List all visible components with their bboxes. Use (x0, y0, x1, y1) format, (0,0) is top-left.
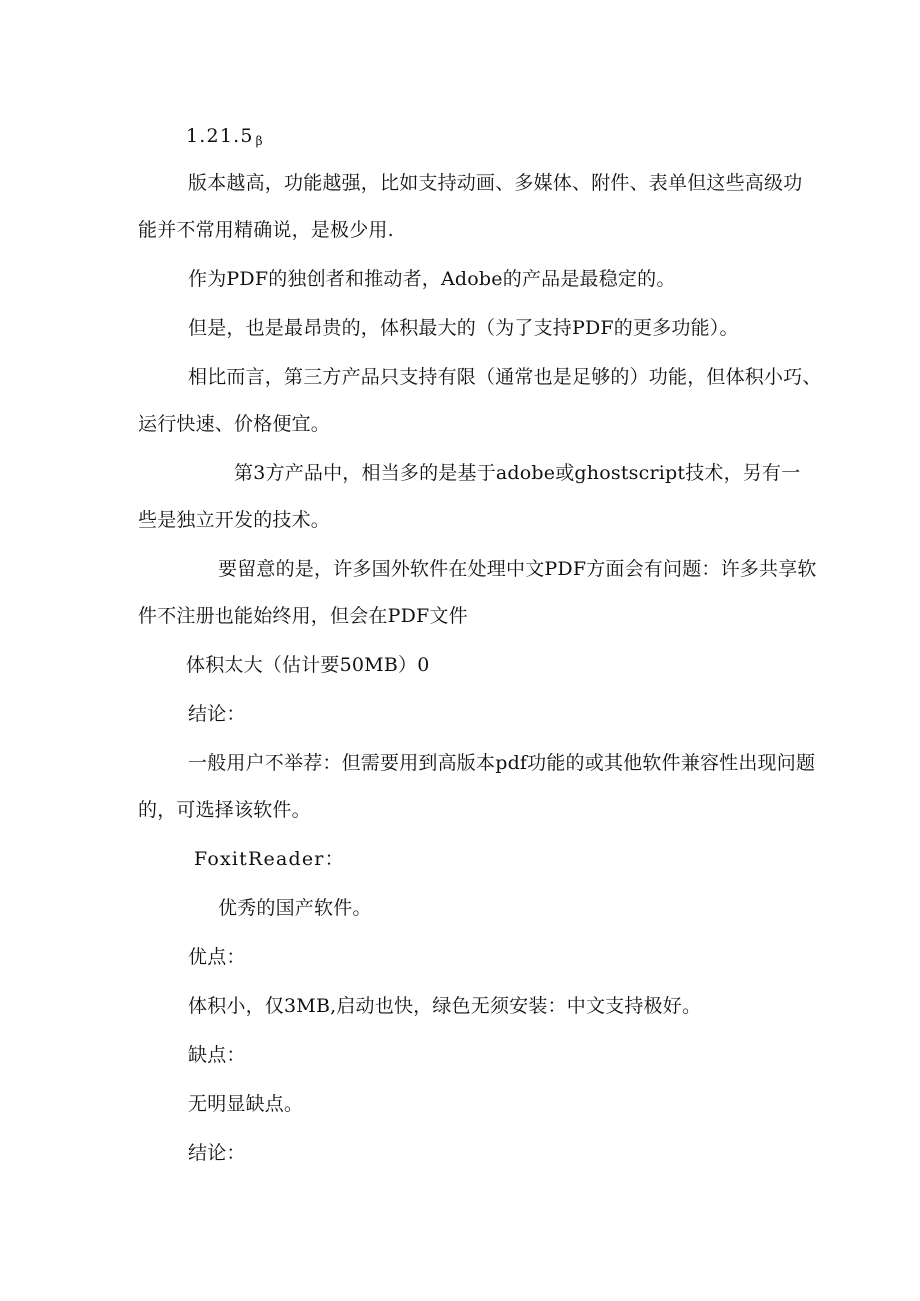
paragraph-1-line-1: 版本越高，功能越强，比如支持动画、多媒体、附件、表单但这些高级功 (188, 172, 803, 194)
paragraph-8-line-2: 的，可选择该软件。 (138, 799, 311, 821)
paragraph-3: 但是，也是最昂贵的，体积最大的（为了支持PDF的更多功能）。 (188, 317, 739, 339)
paragraph-7: 体积太大（估计要50MB）0 (186, 654, 430, 676)
conclusion-label-1: 结论： (188, 703, 246, 725)
paragraph-4-line-2: 运行快速、价格便宜。 (138, 413, 331, 435)
cons-label: 缺点： (188, 1044, 246, 1066)
paragraph-1-line-2: 能并不常用精确说，是极少用. (138, 219, 394, 241)
paragraph-6-line-1: 要留意的是，许多国外软件在处理中文PDF方面会有问题：许多共享软 (218, 558, 817, 580)
paragraph-5-line-1: 第3方产品中，相当多的是基于adobe或ghostscript技术，另有一 (234, 462, 801, 484)
pros-label: 优点： (188, 946, 246, 968)
paragraph-2: 作为PDF的独创者和推动者，Adobe的产品是最稳定的。 (188, 268, 676, 290)
conclusion-label-2: 结论： (188, 1142, 246, 1164)
paragraph-8-line-1: 一般用户不举荐：但需要用到高版本pdf功能的或其他软件兼容性出现问题 (188, 752, 816, 774)
paragraph-5-line-2: 些是独立开发的技术。 (138, 509, 331, 531)
version-number: 1.21.5 (186, 125, 254, 147)
version-subscript: β (255, 134, 264, 148)
foxit-heading: FoxitReader： (194, 848, 345, 870)
version-line (186, 124, 264, 153)
paragraph-4-line-1: 相比而言，第三方产品只支持有限（通常也是足够的）功能，但体积小巧、 (188, 366, 822, 388)
paragraph-6-line-2: 件不注册也能始终用，但会在PDF文件 (138, 605, 468, 627)
cons-text: 无明显缺点。 (188, 1093, 304, 1115)
foxit-intro: 优秀的国产软件。 (218, 897, 372, 919)
pros-text: 体积小，仅3MB,启动也快，绿色无须安装：中文支持极好。 (188, 995, 702, 1017)
